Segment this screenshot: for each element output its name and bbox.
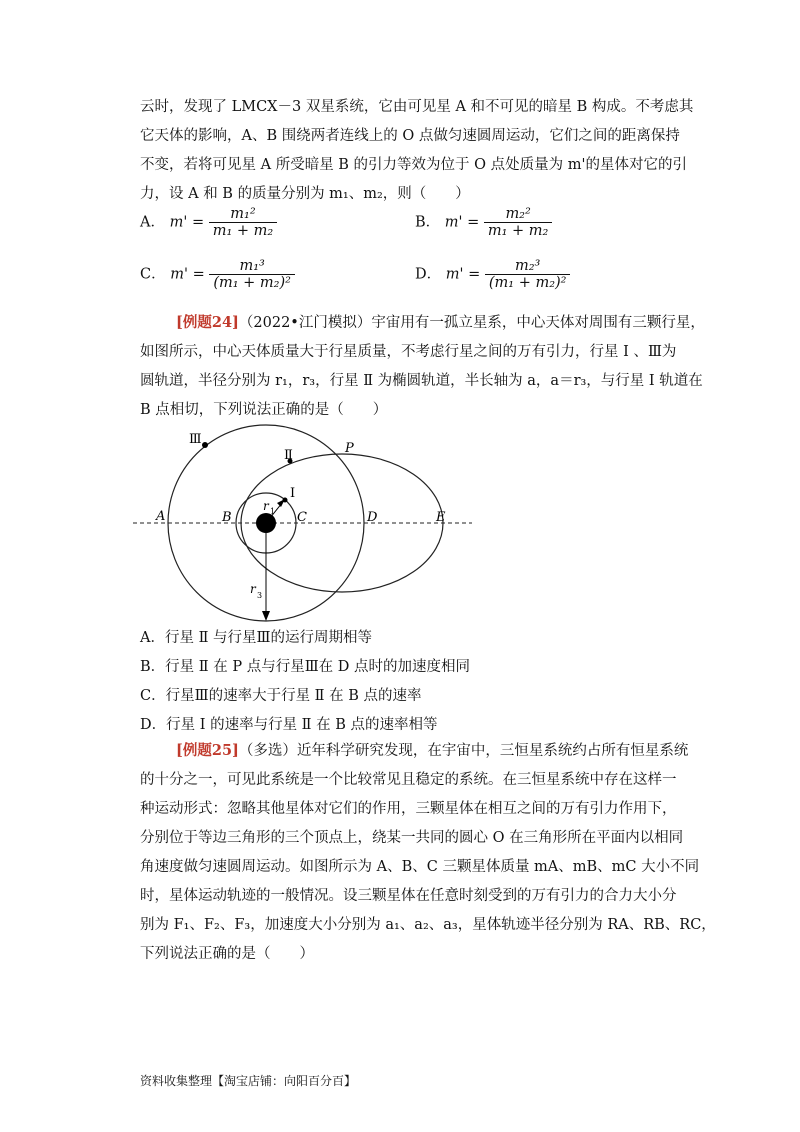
option-label: D．	[415, 266, 442, 283]
q25-line-1	[176, 741, 688, 761]
numerator: m₂²	[505, 206, 531, 222]
denominator: (m₁ + m₂)²	[485, 274, 571, 291]
r1-arrowhead	[277, 499, 285, 507]
lhs: m' =	[169, 214, 205, 231]
label-e: E	[436, 510, 446, 525]
option-label: C．	[140, 266, 166, 283]
q25-line: 的十分之一，可见此系统是一个比较常见且稳定的系统。在三恒星系统中存在这样一	[140, 772, 677, 788]
label-b: B	[222, 510, 232, 525]
q23-line: 它天体的影响，A、B 围绕两者连线上的 O 点做匀速圆周运动，它们之间的距离保持	[140, 128, 680, 144]
q24-line: 如图所示，中心天体质量大于行星质量，不考虑行星之间的万有引力，行星 Ⅰ 、Ⅲ为	[140, 344, 677, 360]
lhs: m' =	[444, 214, 480, 231]
denominator: m₁ + m₂	[209, 222, 278, 239]
q25-line: 时，星体运动轨迹的一般情况。设三颗星体在任意时刻受到的万有引力的合力大小分	[140, 888, 677, 904]
denominator: (m₁ + m₂)²	[209, 274, 295, 291]
option-label: A．	[140, 214, 165, 231]
label-c: C	[297, 510, 307, 525]
q24-option-a: A．行星 Ⅱ 与行星Ⅲ的运行周期相等	[140, 630, 373, 646]
r3-arrowhead	[262, 611, 270, 621]
label-i: I	[290, 486, 296, 501]
label-p: P	[345, 441, 354, 456]
denominator: m₁ + m₂	[484, 222, 553, 239]
q23-line: 不变，若将可见星 A 所受暗星 B 的引力等效为位于 O 点处质量为 m'的星体对它的引	[140, 157, 688, 173]
footer: 资料收集整理【淘宝店铺：向阳百分百】	[140, 1074, 357, 1088]
numerator: m₁³	[239, 258, 265, 274]
q23-line: 力，设 A 和 B 的质量分别为 m₁、m₂，则（ ）	[140, 186, 470, 202]
q25-line: 下列说法正确的是（ ）	[140, 946, 314, 962]
label-ii: Ⅱ	[284, 448, 293, 463]
label-iii: Ⅲ	[189, 432, 202, 447]
q24-option-b: B．行星 Ⅱ 在 P 点与行星Ⅲ在 D 点时的加速度相同	[140, 659, 471, 675]
q24-option-c: C．行星Ⅲ的速率大于行星 Ⅱ 在 B 点的速率	[140, 688, 422, 704]
q24-line: B 点相切，下列说法正确的是（ ）	[140, 402, 388, 418]
q23-line: 云时，发现了 LMCX－3 双星系统，它由可见星 A 和不可见的暗星 B 构成。不考虑其	[140, 99, 694, 115]
label-r3-sub: 3	[257, 591, 263, 600]
label-r3: r	[250, 582, 256, 596]
label-r1-sub: 1	[270, 507, 276, 516]
label-a: A	[156, 509, 166, 524]
q25-text: （多选）近年科学研究发现，在宇宙中，三恒星系统约占所有恒星系统	[238, 743, 689, 759]
q24-option-d: D．行星 Ⅰ 的速率与行星 Ⅱ 在 B 点的速率相等	[140, 717, 438, 733]
q25-line: 种运动形式：忽略其他星体对它们的作用，三颗星体在相互之间的万有引力作用下，	[140, 801, 677, 817]
q24-line: 圆轨道，半径分别为 r₁，r₃，行星 Ⅱ 为椭圆轨道，半长轴为 a，a＝r₃，与行星 Ⅰ 轨道在	[140, 373, 703, 389]
lhs: m' =	[445, 266, 481, 283]
numerator: m₂³	[514, 258, 541, 274]
q24-tag: [例题24]	[176, 314, 239, 331]
numerator: m₁²	[230, 206, 256, 222]
q25-line: 别为 F₁、F₂、F₃，加速度大小分别为 a₁、a₂、a₃，星体轨迹半径分别为 RA、RB、RC，	[140, 917, 716, 933]
planet-iii	[202, 442, 208, 448]
option-label: B．	[415, 214, 441, 231]
label-r1: r	[263, 499, 269, 513]
label-d: D	[367, 510, 378, 525]
q24-text: （2022•江门模拟）宇宙用有一孤立星系，中心天体对周围有三颗行星，	[238, 315, 705, 331]
q25-tag: [例题25]	[176, 742, 239, 759]
lhs: m' =	[170, 266, 205, 283]
q25-line: 分别位于等边三角形的三个顶点上，绕某一共同的圆心 O 在三角形所在平面内以相同	[140, 830, 684, 846]
q25-line: 角速度做匀速圆周运动。如图所示为 A、B、C 三颗星体质量 mA、mB、mC 大小不同	[140, 859, 700, 875]
